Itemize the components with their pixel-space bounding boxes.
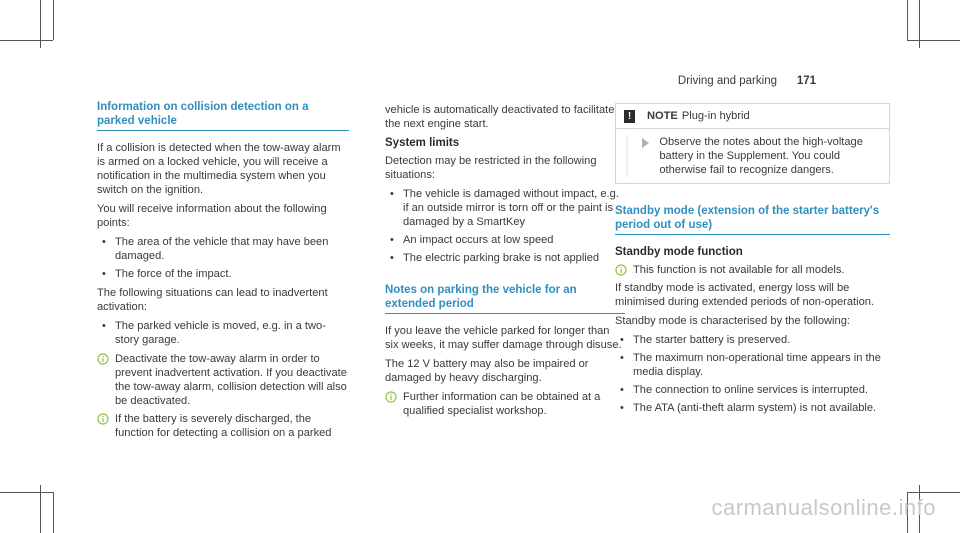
list-item: • The starter battery is preserved. (615, 333, 890, 347)
bullet-list (97, 319, 349, 347)
paragraph: The following situations can lead to inadvertent activation: (97, 287, 328, 313)
column-middle (385, 103, 625, 422)
list-item: • The area of the vehicle that may have been damaged. (97, 235, 349, 263)
section-heading: Information on collision detection on a parked vehicle (97, 100, 349, 131)
info-note (615, 263, 890, 277)
notice-label: NOTE (647, 110, 678, 122)
bullet-list (615, 333, 890, 415)
notice-subtitle: Plug-in hybrid (681, 110, 750, 122)
note-text: Deactivate the tow-away alarm in order to prevent inadvertent activation. If you deactivate the tow-away alarm, collision detection will also be deactivated. (115, 353, 347, 407)
crop-mark (907, 40, 960, 41)
list-item: • The electric parking brake is not applied (385, 251, 625, 265)
list-item: • The connection to online services is interrupted. (615, 383, 890, 397)
info-note (97, 412, 349, 440)
paragraph: Detection may be restricted in the following situations: (385, 155, 597, 181)
crop-mark (0, 40, 53, 41)
list-item: • An impact occurs at low speed (385, 233, 625, 247)
info-icon (385, 391, 397, 403)
paragraph: vehicle is automatically deactivated to facilitate the next engine start. (385, 104, 615, 130)
info-icon (615, 264, 627, 276)
bullet-list (385, 187, 625, 265)
list-item: • The vehicle is damaged without impact, e.g. if an outside mirror is torn off or the paint is damaged by a SmartKey (385, 187, 625, 229)
notice-text: Observe the notes about the high-voltage battery in the Supplement. You could otherwise fail to recognize dangers. (659, 136, 863, 176)
column-left (97, 100, 349, 444)
bullet-list (97, 235, 349, 281)
note-text: This function is not available for all models. (633, 264, 845, 276)
subheading: System limits (385, 137, 460, 149)
warning-icon: ! (624, 110, 635, 123)
crop-mark (53, 0, 54, 40)
info-icon (97, 413, 109, 425)
paragraph: Standby mode is characterised by the following: (615, 315, 850, 327)
crop-mark (0, 492, 53, 493)
info-note (97, 352, 349, 408)
section-title: Driving and parking (677, 75, 777, 87)
paragraph: The 12 V battery may also be impaired or damaged by heavy discharging. (385, 358, 589, 384)
section-heading: Standby mode (extension of the starter battery's period out of use) (615, 204, 890, 235)
subheading: Standby mode function (615, 246, 743, 258)
column-right (615, 103, 890, 420)
list-item: • The force of the impact. (97, 267, 349, 281)
paragraph: If a collision is detected when the tow-away alarm is armed on a locked vehicle, you will receive a notification in the multimedia system when you switch on the ignition. (97, 142, 341, 196)
note-text: If the battery is severely discharged, the function for detecting a collision on a parked (115, 413, 332, 439)
notice-box (615, 103, 890, 184)
notice-sidebar (626, 135, 628, 177)
note-text: Further information can be obtained at a qualified specialist workshop. (403, 391, 601, 417)
paragraph: If you leave the vehicle parked for longer than six weeks, it may suffer damage through disuse. (385, 325, 622, 351)
list-item: • The maximum non-operational time appears in the media display. (615, 351, 890, 379)
arrow-right-icon (642, 138, 649, 148)
section-heading: Notes on parking the vehicle for an extended period (385, 283, 625, 314)
paragraph: You will receive information about the following points: (97, 203, 327, 229)
page-number: 171 (796, 75, 816, 87)
notice-body (616, 129, 889, 183)
notice-header (616, 104, 889, 129)
crop-mark (907, 492, 960, 493)
crop-mark (53, 492, 54, 533)
info-note (385, 390, 625, 418)
info-icon (97, 353, 109, 365)
crop-mark (907, 0, 908, 40)
list-item: • The parked vehicle is moved, e.g. in a two-story garage. (97, 319, 349, 347)
watermark: carmanualsonline.info (711, 495, 936, 520)
list-item: • The ATA (anti-theft alarm system) is not available. (615, 401, 890, 415)
paragraph: If standby mode is activated, energy loss will be minimised during extended periods of non-operation. (615, 282, 875, 308)
